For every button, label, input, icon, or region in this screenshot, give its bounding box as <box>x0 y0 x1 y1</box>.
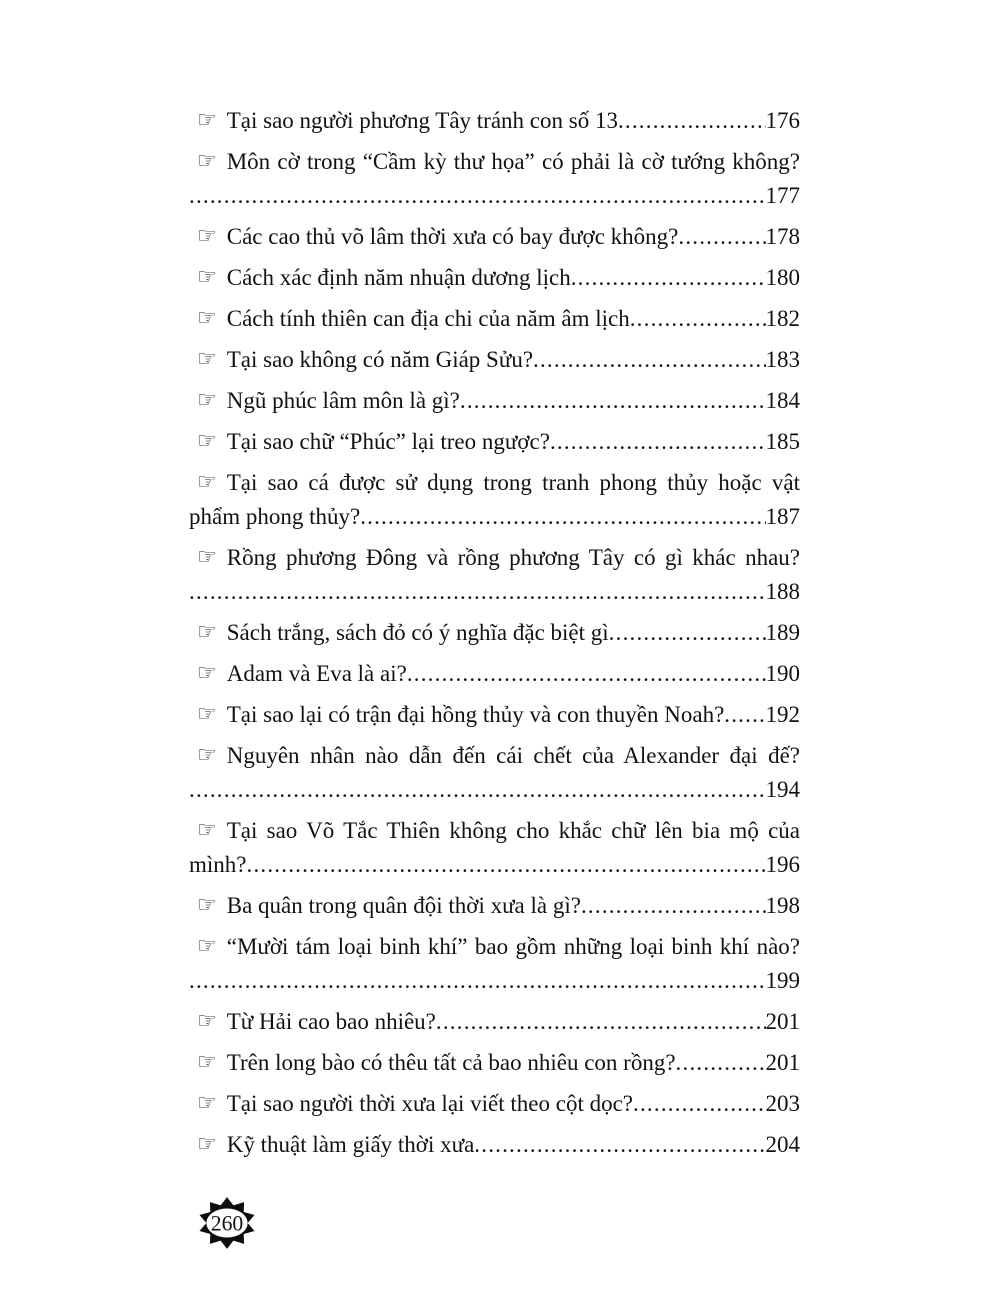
toc-entry <box>189 739 800 807</box>
pointing-hand-icon: ☞ <box>197 1091 217 1116</box>
toc-line <box>189 1005 800 1039</box>
toc-entry-title: Tại sao cá được sử dụng trong tranh phong thủy hoặc vật <box>226 470 800 495</box>
toc-line <box>189 616 800 650</box>
toc-entry-title: Adam và Eva là ai? <box>226 661 407 686</box>
toc-entry <box>189 657 800 691</box>
dot-leader <box>360 500 765 534</box>
toc-page-number: 198 <box>765 893 800 918</box>
toc-page-number: 176 <box>765 108 800 133</box>
toc-page-number: 185 <box>765 429 800 454</box>
pointing-hand-icon: ☞ <box>197 429 217 454</box>
toc-entry <box>189 220 800 254</box>
pointing-hand-icon: ☞ <box>197 545 217 570</box>
dot-leader <box>189 179 766 213</box>
toc-entry <box>189 104 800 138</box>
toc-entry-title: Tại sao lại có trận đại hồng thủy và con thuyền Noah? <box>226 702 725 727</box>
dot-leader <box>724 698 765 732</box>
pointing-hand-icon: ☞ <box>197 818 217 843</box>
toc-entry-title: Nguyên nhân nào dẫn đến cái chết của Alexander đại đế? <box>226 743 800 768</box>
dot-leader <box>189 773 766 807</box>
toc-entry-title: Tại sao người phương Tây tránh con số 13 <box>226 108 618 133</box>
toc-entry <box>189 302 800 336</box>
starburst-icon <box>196 1194 258 1252</box>
toc-line <box>189 964 800 998</box>
dot-leader <box>474 1128 765 1162</box>
toc-line <box>189 384 800 418</box>
toc-line <box>189 1128 800 1162</box>
toc-page-number: 184 <box>765 388 800 413</box>
pointing-hand-icon: ☞ <box>197 743 217 768</box>
toc-line <box>189 698 800 732</box>
toc-page-number: 180 <box>765 265 800 290</box>
toc-entry <box>189 145 800 213</box>
toc-line <box>189 500 800 534</box>
toc-page-number: 183 <box>765 347 800 372</box>
toc-page-number: 204 <box>765 1132 800 1157</box>
toc-line <box>189 657 800 691</box>
toc-entry-title: Rồng phương Đông và rồng phương Tây có gì khác nhau? <box>226 545 800 570</box>
toc-entry <box>189 261 800 295</box>
toc-line <box>189 261 800 295</box>
toc-page-number: 194 <box>765 777 800 802</box>
toc-page-number: 201 <box>765 1050 800 1075</box>
toc-line <box>189 104 800 138</box>
toc-entry-title: Tại sao không có năm Giáp Sửu? <box>226 347 534 372</box>
pointing-hand-icon: ☞ <box>197 893 217 918</box>
toc-entry <box>189 698 800 732</box>
toc-line <box>189 848 800 882</box>
toc-entry <box>189 889 800 923</box>
toc-line <box>189 145 800 179</box>
toc-entry <box>189 1005 800 1039</box>
dot-leader <box>571 261 766 295</box>
toc-line <box>189 302 800 336</box>
dot-leader <box>678 220 765 254</box>
pointing-hand-icon: ☞ <box>197 347 217 372</box>
toc-line <box>189 1046 800 1080</box>
toc-entry-title: phẩm phong thủy? <box>189 504 361 529</box>
dot-leader <box>247 848 766 882</box>
toc-page-number: 196 <box>765 852 800 877</box>
toc-page-number: 190 <box>765 661 800 686</box>
toc-entry <box>189 425 800 459</box>
toc-line <box>189 889 800 923</box>
toc-page-number: 189 <box>765 620 800 645</box>
toc-entry-title: Cách xác định năm nhuận dương lịch <box>226 265 571 290</box>
pointing-hand-icon: ☞ <box>197 149 217 174</box>
toc-entry-title: Từ Hải cao bao nhiêu? <box>226 1009 436 1034</box>
toc-page-number: 188 <box>765 579 800 604</box>
toc-line <box>189 220 800 254</box>
toc-entry-title: Ngũ phúc lâm môn là gì? <box>226 388 460 413</box>
pointing-hand-icon: ☞ <box>197 620 217 645</box>
dot-leader <box>618 104 766 138</box>
toc-line <box>189 466 800 500</box>
dot-leader <box>550 425 766 459</box>
toc-entry-title: Trên long bào có thêu tất cả bao nhiêu con rồng? <box>226 1050 676 1075</box>
pointing-hand-icon: ☞ <box>197 702 217 727</box>
toc-entry-title: Cách tính thiên can địa chi của năm âm lịch <box>226 306 630 331</box>
toc-entry <box>189 930 800 998</box>
toc-line <box>189 1087 800 1121</box>
toc-entry <box>189 384 800 418</box>
toc-line <box>189 425 800 459</box>
toc-line <box>189 773 800 807</box>
toc-entry-title: Tại sao người thời xưa lại viết theo cột dọc? <box>226 1091 634 1116</box>
pointing-hand-icon: ☞ <box>197 661 217 686</box>
dot-leader <box>630 302 766 336</box>
toc-entry-title: Tại sao Võ Tắc Thiên không cho khắc chữ lên bia mộ của <box>226 818 800 843</box>
toc-page-number: 199 <box>765 968 800 993</box>
dot-leader <box>189 575 766 609</box>
toc-page-number: 182 <box>765 306 800 331</box>
dot-leader <box>581 889 766 923</box>
toc-entry <box>189 1087 800 1121</box>
toc-line <box>189 541 800 575</box>
pointing-hand-icon: ☞ <box>197 224 217 249</box>
pointing-hand-icon: ☞ <box>197 388 217 413</box>
toc-entry <box>189 616 800 650</box>
toc-entry-title: Kỹ thuật làm giấy thời xưa <box>226 1132 475 1157</box>
toc-entry-title: Sách trắng, sách đỏ có ý nghĩa đặc biệt gì <box>226 620 609 645</box>
dot-leader <box>633 1087 765 1121</box>
dot-leader <box>436 1005 766 1039</box>
toc-entry <box>189 541 800 609</box>
toc-line <box>189 343 800 377</box>
toc-line <box>189 179 800 213</box>
toc-entry <box>189 814 800 882</box>
toc-page-number: 192 <box>765 702 800 727</box>
toc-page-number: 187 <box>765 504 800 529</box>
table-of-contents <box>189 104 800 1162</box>
toc-page-number: 203 <box>765 1091 800 1116</box>
toc-page-number: 178 <box>765 224 800 249</box>
toc-line <box>189 814 800 848</box>
toc-entry-title: Môn cờ trong “Cầm kỳ thư họa” có phải là cờ tướng không? <box>226 149 800 174</box>
pointing-hand-icon: ☞ <box>197 306 217 331</box>
toc-entry-title: mình? <box>189 852 247 877</box>
pointing-hand-icon: ☞ <box>197 1050 217 1075</box>
pointing-hand-icon: ☞ <box>197 934 217 959</box>
dot-leader <box>460 384 766 418</box>
toc-entry <box>189 1046 800 1080</box>
toc-page-number: 177 <box>765 183 800 208</box>
toc-line <box>189 930 800 964</box>
pointing-hand-icon: ☞ <box>197 470 217 495</box>
pointing-hand-icon: ☞ <box>197 1009 217 1034</box>
dot-leader <box>533 343 765 377</box>
pointing-hand-icon: ☞ <box>197 265 217 290</box>
dot-leader <box>609 616 766 650</box>
toc-line <box>189 739 800 773</box>
toc-entry-title: Tại sao chữ “Phúc” lại treo ngược? <box>226 429 550 454</box>
toc-page-number: 201 <box>765 1009 800 1034</box>
toc-entry-title: Ba quân trong quân đội thời xưa là gì? <box>226 893 581 918</box>
dot-leader <box>676 1046 766 1080</box>
pointing-hand-icon: ☞ <box>197 1132 217 1157</box>
book-page-number: 260 <box>210 1211 244 1236</box>
page-number-badge <box>196 1194 258 1252</box>
toc-entry <box>189 1128 800 1162</box>
dot-leader <box>407 657 766 691</box>
toc-entry <box>189 343 800 377</box>
toc-entry-title: Các cao thủ võ lâm thời xưa có bay được không? <box>226 224 679 249</box>
toc-line <box>189 575 800 609</box>
toc-entry-title: “Mười tám loại binh khí” bao gồm những loại binh khí nào? <box>226 934 800 959</box>
dot-leader <box>189 964 766 998</box>
toc-entry <box>189 466 800 534</box>
pointing-hand-icon: ☞ <box>197 108 217 133</box>
